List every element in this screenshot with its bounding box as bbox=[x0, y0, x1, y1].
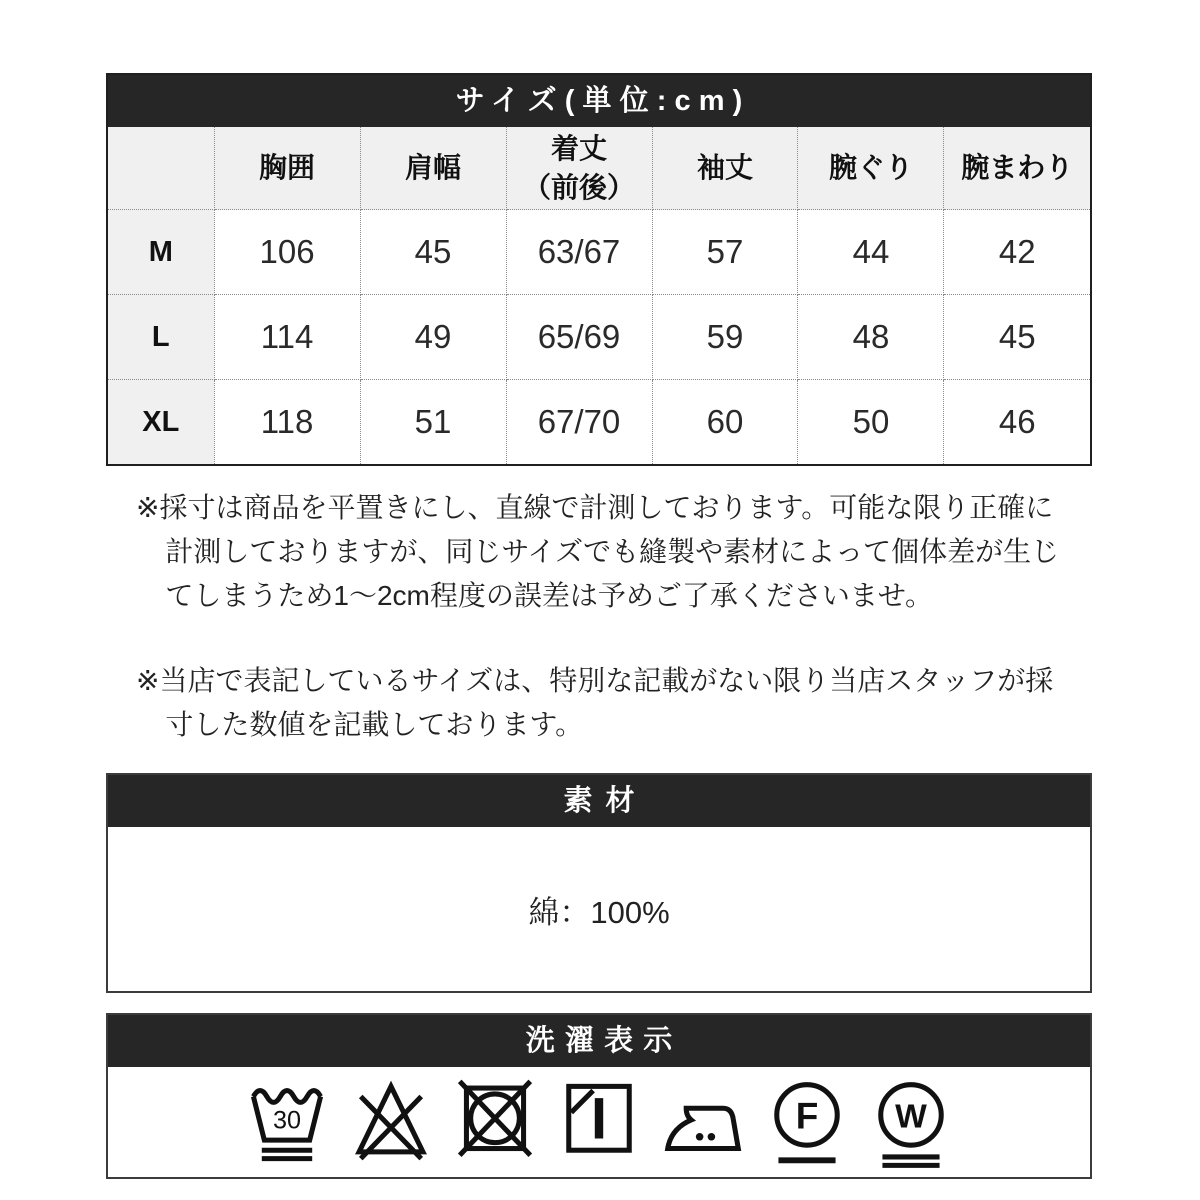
cell-length: 67/70 bbox=[506, 380, 652, 465]
laundry-icons-row bbox=[108, 1067, 1090, 1177]
size-label: M bbox=[108, 210, 214, 295]
cell-sleeve: 57 bbox=[652, 210, 798, 295]
line-dry-in-shade-icon bbox=[557, 1076, 641, 1169]
professional-wet-clean-very-gentle-icon bbox=[869, 1076, 953, 1169]
cell-shoulder: 49 bbox=[360, 295, 506, 380]
material-section-title: 素材 bbox=[108, 775, 1090, 827]
wash-temp-label: 30 bbox=[272, 1106, 302, 1135]
cell-chest: 118 bbox=[214, 380, 360, 465]
cell-chest: 106 bbox=[214, 210, 360, 295]
table-row-size-m bbox=[108, 210, 1090, 295]
cell-length: 63/67 bbox=[506, 210, 652, 295]
cell-shoulder: 45 bbox=[360, 210, 506, 295]
notes-block bbox=[136, 486, 1066, 747]
size-label: XL bbox=[108, 380, 214, 465]
cell-arm-circumference: 42 bbox=[944, 210, 1090, 295]
size-section bbox=[106, 73, 1092, 466]
column-header-length bbox=[506, 127, 652, 210]
measurement-note: ※採寸は商品を平置きにし、直線で計測しております。可能な限り正確に計測しておりますが、同じサイズでも縫製や素材によって個体差が生じてしまうため1〜2cm程度の誤差は予めご了承くださいませ。 bbox=[136, 492, 1060, 612]
size-label: L bbox=[108, 295, 214, 380]
professional-dry-clean-petroleum-gentle-icon bbox=[765, 1076, 849, 1169]
material-section bbox=[106, 773, 1092, 993]
laundry-section bbox=[106, 1013, 1092, 1179]
cell-armhole: 44 bbox=[798, 210, 944, 295]
table-row-size-l bbox=[108, 295, 1090, 380]
column-header-length-sub: （前後） bbox=[523, 172, 636, 203]
cell-armhole: 48 bbox=[798, 295, 944, 380]
cell-arm-circumference: 45 bbox=[944, 295, 1090, 380]
cell-sleeve: 60 bbox=[652, 380, 798, 465]
cell-arm-circumference: 46 bbox=[944, 380, 1090, 465]
column-header-empty bbox=[108, 127, 214, 210]
size-table-header-row bbox=[108, 127, 1090, 210]
cell-sleeve: 59 bbox=[652, 295, 798, 380]
column-header-shoulder: 肩幅 bbox=[360, 127, 506, 210]
column-header-arm-circumference: 腕まわり bbox=[944, 127, 1090, 210]
cell-armhole: 50 bbox=[798, 380, 944, 465]
iron-medium-heat-icon bbox=[661, 1076, 745, 1169]
material-value: 綿：100% bbox=[528, 894, 670, 930]
column-header-chest: 胸囲 bbox=[214, 127, 360, 210]
cell-shoulder: 51 bbox=[360, 380, 506, 465]
table-row-size-xl bbox=[108, 380, 1090, 465]
laundry-section-title: 洗濯表示 bbox=[108, 1015, 1090, 1067]
cell-chest: 114 bbox=[214, 295, 360, 380]
dry-clean-letter: F bbox=[795, 1095, 819, 1137]
do-not-tumble-dry-icon bbox=[453, 1076, 537, 1169]
wash-30-very-gentle-icon bbox=[245, 1076, 329, 1169]
cell-length: 65/69 bbox=[506, 295, 652, 380]
do-not-bleach-icon bbox=[349, 1076, 433, 1169]
column-header-length-main: 着丈 bbox=[551, 132, 608, 164]
size-section-title: サイズ(単位:cm) bbox=[108, 75, 1090, 127]
staff-sizing-note: ※当店で表記しているサイズは、特別な記載がない限り当店スタッフが採寸した数値を記載しております。 bbox=[136, 664, 1054, 740]
column-header-sleeve: 袖丈 bbox=[652, 127, 798, 210]
wet-clean-letter: W bbox=[895, 1098, 927, 1136]
column-header-armhole: 腕ぐり bbox=[798, 127, 944, 210]
size-table bbox=[108, 127, 1090, 464]
